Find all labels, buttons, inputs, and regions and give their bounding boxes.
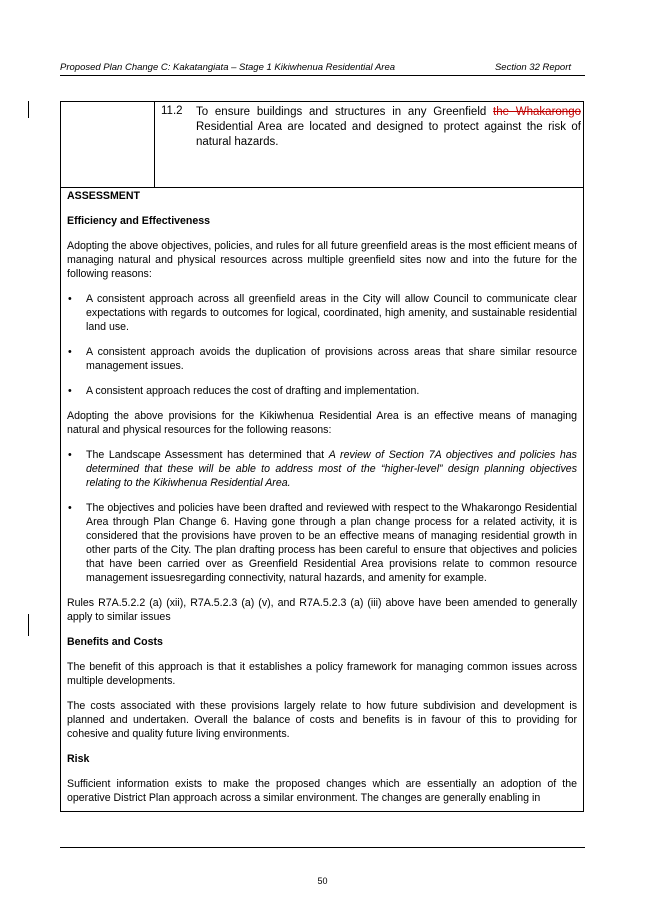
- objective-text: [196, 105, 581, 150]
- bullet-text: The objectives and policies have been drafted and reviewed with respect to the Whakarongo Residential Area through Plan Change 6. Having gone through a plan change process for a related activity, it is considered that the provisions have proven to be an effective means of managing residential growth in other parts of the City. The plan drafting process has been careful to ensure that objectives and policies that have been carried over as Greenfield Residential Area provisions relate to common resource management issuesregarding connectivity, natural hazards, and amenity for example.: [86, 502, 577, 584]
- page-header: [60, 60, 585, 76]
- header-section: Section 32 Report: [494, 62, 571, 73]
- page-number: 50: [317, 876, 328, 886]
- list-item: • A consistent approach avoids the duplication of provisions across areas that share similar resource management issues.: [68, 346, 577, 372]
- para-risk: Sufficient information exists to make the proposed changes which are essentially an adoption of the operative District Plan approach across a similar environment. The changes are generally enabling in: [67, 778, 577, 804]
- column-divider: [154, 102, 155, 187]
- para-rules: Rules R7A.5.2.2 (a) (xii), R7A.5.2.3 (a) (v), and R7A.5.2.3 (a) (iii) above have been amended to generally apply to similar issues: [67, 597, 577, 623]
- objective-number: 11.2: [161, 105, 183, 117]
- objective-row: [61, 102, 583, 188]
- objective-text-before: To ensure buildings and structures in any Greenfield: [196, 106, 494, 118]
- assessment-table: [60, 101, 584, 812]
- risk-heading: Risk: [67, 753, 90, 765]
- bullet-text: The Landscape Assessment has determined that: [86, 449, 329, 461]
- bullet-text: A consistent approach avoids the duplication of provisions across areas that share similar resource management issues.: [86, 346, 577, 372]
- list-item: • A consistent approach reduces the cost of drafting and implementation.: [68, 385, 420, 397]
- change-bar-rules: [28, 614, 29, 636]
- header-title: Proposed Plan Change C: Kakatangiata – Stage 1 Kikiwhenua Residential Area: [60, 62, 396, 73]
- footer-rule: [60, 847, 585, 848]
- para-effectiveness: Adopting the above provisions for the Kikiwhenua Residential Area is an effective means of managing natural and physical resources for the following reasons:: [67, 410, 577, 436]
- struck-text: the Whakarongo: [493, 106, 581, 118]
- assessment-content: [67, 189, 577, 805]
- bullet-text: A consistent approach reduces the cost of drafting and implementation.: [86, 385, 420, 397]
- para-efficiency: Adopting the above objectives, policies, and rules for all future greenfield areas is the most efficient means of managing natural and physical resources across multiple greenfield sites now and into the future for the following reasons:: [67, 240, 577, 280]
- para-costs: The costs associated with these provisions largely relate to how future subdivision and development is planned and undertaken. Overall the balance of costs and benefits is in favour of this to providing for cohesive and quality future living environments.: [67, 700, 577, 740]
- list-item: • The Landscape Assessment has determined that A review of Section 7A objectives and policies has determined that these will be able to address most of the “higher-level” design planning objectives relating to the Kikiwhenua Residential Area.: [68, 449, 577, 489]
- bullet-text: A consistent approach across all greenfield areas in the City will allow Council to communicate clear expectations with regards to outcomes for logical, coordinated, high amenity, and sustainable residential land use.: [86, 293, 577, 333]
- benefits-heading: Benefits and Costs: [67, 636, 163, 648]
- assessment-heading: ASSESSMENT: [67, 190, 140, 202]
- list-item: • The objectives and policies have been drafted and reviewed with respect to the Whakarongo Residential Area through Plan Change 6. Having gone through a plan change process for a related activity, it is considered that the provisions have proven to be an effective means of managing residential growth in other parts of the City. The plan drafting process has been careful to ensure that objectives and policies that have been carried over as Greenfield Residential Area provisions relate to common resource management issuesregarding connectivity, natural hazards, and amenity for example.: [68, 502, 577, 584]
- list-item: • A consistent approach across all greenfield areas in the City will allow Council to communicate clear expectations with regards to outcomes for logical, coordinated, high amenity, and sustainable residential land use.: [68, 293, 577, 333]
- change-bar-top: [28, 101, 29, 118]
- bullet-italic-quote: A review of Section 7A objectives and policies has determined that these will be able to address most of the “higher-level” design planning objectives relating to the Kikiwhenua Residential Area.: [86, 449, 577, 489]
- objective-text-after: Residential Area are located and designed to protect against the risk of natural hazards.: [196, 121, 581, 148]
- para-benefit: The benefit of this approach is that it establishes a policy framework for managing common issues across multiple developments.: [67, 661, 577, 687]
- efficiency-heading: Efficiency and Effectiveness: [67, 215, 211, 227]
